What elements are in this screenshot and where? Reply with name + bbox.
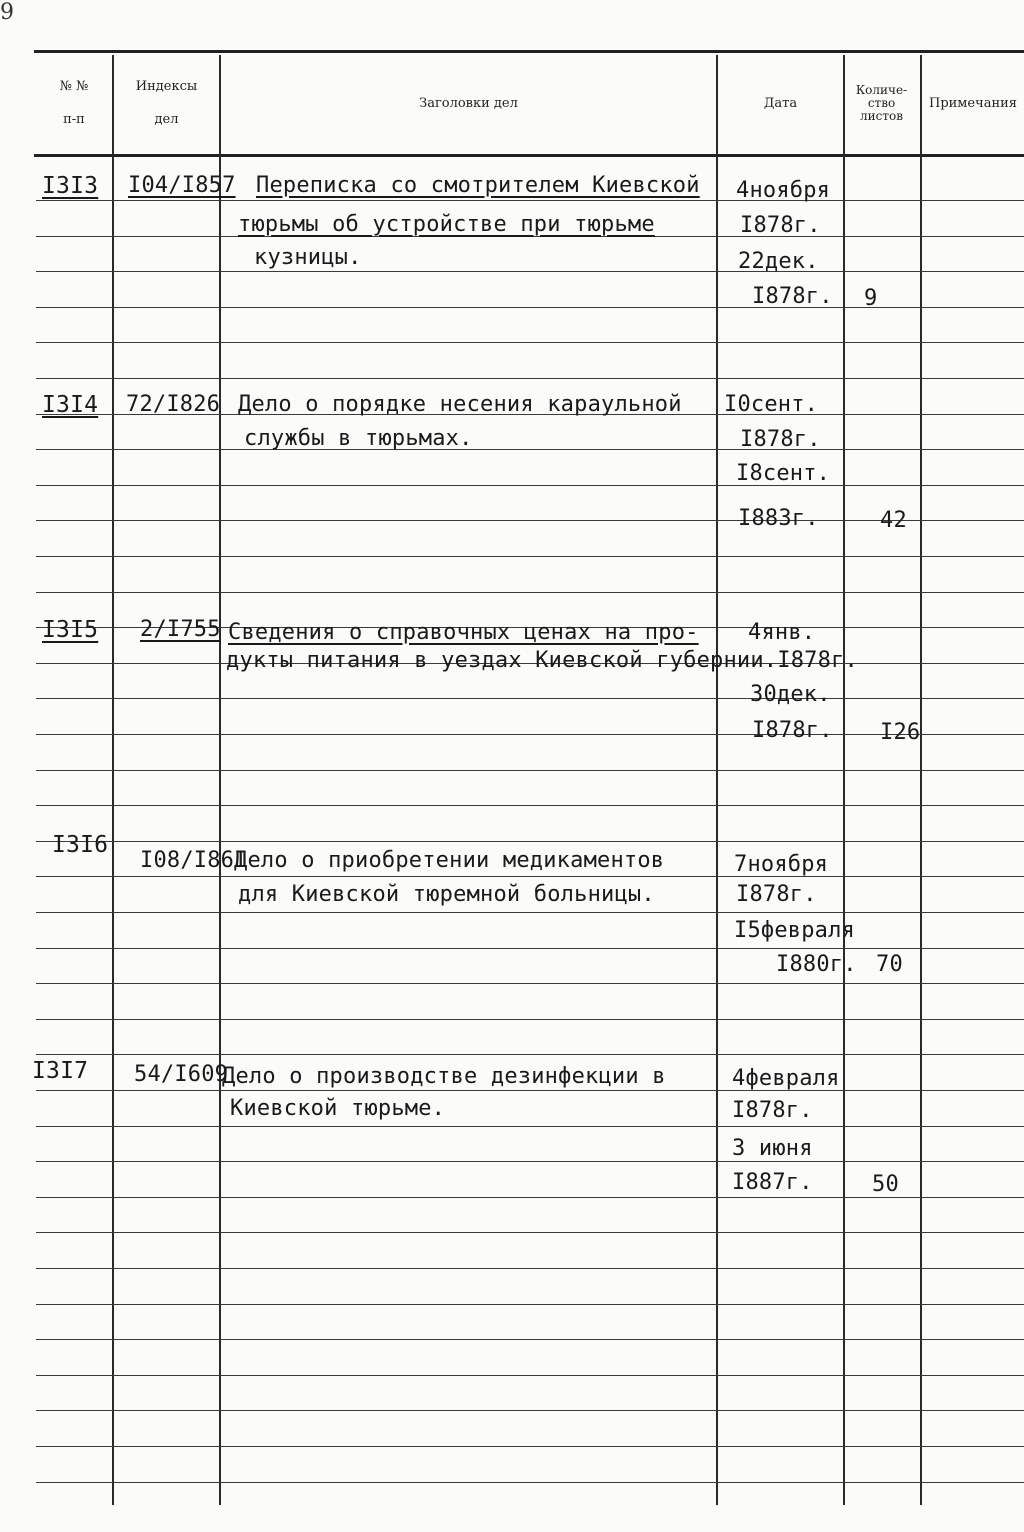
entry-sheet-count: I26	[880, 720, 921, 745]
ruled-line	[36, 876, 1024, 877]
entry-date-line: I880г.	[776, 952, 857, 977]
column-divider	[843, 55, 845, 1505]
ruled-line	[36, 520, 1024, 521]
column-divider	[219, 55, 221, 1505]
entry-date-line: I878г.	[732, 1098, 813, 1123]
ruled-line	[36, 734, 1024, 735]
entry-date-line: I878г.	[752, 284, 833, 309]
entry-sheet-count: 70	[876, 952, 903, 977]
entry-number: I3I5	[42, 617, 99, 643]
header-date: Дата	[763, 96, 798, 111]
ruled-line	[36, 1019, 1024, 1020]
entry-date-line: 4февраля	[732, 1066, 840, 1091]
corner-mark: 9	[0, 0, 14, 25]
entry-number: I3I6	[52, 832, 109, 858]
entry-number: I3I7	[32, 1058, 89, 1084]
entry-title-line: Переписка со смотрителем Киевской	[256, 173, 700, 198]
entry-date-line: I0сент.	[724, 392, 819, 417]
header-notes: Примечания	[928, 96, 1017, 111]
header-index: Индексы дел	[135, 79, 198, 127]
column-divider	[716, 55, 718, 1505]
entry-date-line: I878г.	[736, 882, 817, 907]
ruled-line	[36, 1339, 1024, 1340]
ruled-line	[36, 271, 1024, 272]
entry-index: I08/I86I	[140, 848, 248, 873]
ruled-line	[36, 449, 1024, 450]
ruled-line	[36, 342, 1024, 343]
entry-sheet-count: 50	[872, 1172, 899, 1197]
ruled-line	[36, 485, 1024, 486]
entry-number: I3I4	[42, 392, 99, 418]
ruled-line	[36, 1268, 1024, 1269]
entry-index: 72/I826	[126, 392, 221, 417]
entry-date-line: 4янв.	[748, 620, 816, 645]
ruled-line	[36, 1482, 1024, 1483]
entry-title-line: тюрьмы об устройстве при тюрьме	[238, 212, 655, 237]
entry-title-line: кузницы.	[254, 245, 362, 270]
entry-date-line: 4ноября	[736, 178, 831, 203]
entry-title-line: Дело о производстве дезинфекции в	[222, 1064, 666, 1089]
entry-date-line: 3 июня	[732, 1136, 813, 1161]
ruled-line	[36, 948, 1024, 949]
ruled-line	[36, 1410, 1024, 1411]
header-top-rule	[34, 50, 1024, 53]
column-divider	[920, 55, 922, 1505]
entry-title-line: службы в тюрьмах.	[244, 426, 473, 451]
entry-date-line: I878г.	[740, 427, 821, 452]
ruled-line	[36, 841, 1024, 842]
ruled-line	[36, 378, 1024, 379]
header-sheet-count: Количе- ство листов	[855, 83, 908, 123]
ruled-line	[36, 983, 1024, 984]
entry-title-line: Дело о приобретении медикаментов	[234, 848, 665, 873]
entry-index: 54/I609	[134, 1062, 229, 1087]
column-divider	[112, 55, 114, 1505]
ruled-line	[36, 1054, 1024, 1055]
ruled-line	[36, 805, 1024, 806]
ruled-line	[36, 1126, 1024, 1127]
entry-date-line: I5февраля	[734, 918, 856, 943]
ruled-line	[36, 1232, 1024, 1233]
ruled-line	[36, 1090, 1024, 1091]
ruled-line	[36, 912, 1024, 913]
entry-date-line: 22дек.	[738, 249, 819, 274]
entry-title-line: Сведения о справочных ценах на про-	[228, 620, 699, 645]
entry-number: I3I3	[42, 173, 99, 199]
entry-date-line: 30дек.	[750, 682, 831, 707]
entry-sheet-count: 42	[880, 508, 907, 533]
entry-date-line: 7ноября	[734, 852, 829, 877]
ruled-line	[36, 698, 1024, 699]
entry-title-line: Киевской тюрьме.	[230, 1096, 446, 1121]
header-bottom-rule	[34, 154, 1024, 157]
ruled-line	[36, 592, 1024, 593]
entry-date-line: I8сент.	[736, 461, 831, 486]
header-title: Заголовки дел	[419, 96, 518, 111]
ruled-line	[36, 1375, 1024, 1376]
entry-date-line: I878г.	[740, 213, 821, 238]
ruled-line	[36, 1161, 1024, 1162]
ruled-line	[36, 1446, 1024, 1447]
entry-title-line: дукты питания в уездах Киевской губернии.I878г.	[226, 648, 858, 673]
entry-date-line: I878г.	[752, 718, 833, 743]
entry-sheet-count: 9	[864, 286, 878, 311]
ruled-line	[36, 556, 1024, 557]
entry-date-line: I887г.	[732, 1170, 813, 1195]
entry-index: 2/I755	[140, 617, 221, 642]
entry-date-line: I883г.	[738, 506, 819, 531]
entry-title-line: Дело о порядке несения караульной	[238, 392, 682, 417]
ruled-line	[36, 1304, 1024, 1305]
entry-title-line: для Киевской тюремной больницы.	[238, 882, 655, 907]
entry-index: I04/I857	[128, 173, 236, 198]
header-no: № № п-п	[59, 79, 89, 127]
ruled-line	[36, 200, 1024, 201]
ruled-line	[36, 770, 1024, 771]
